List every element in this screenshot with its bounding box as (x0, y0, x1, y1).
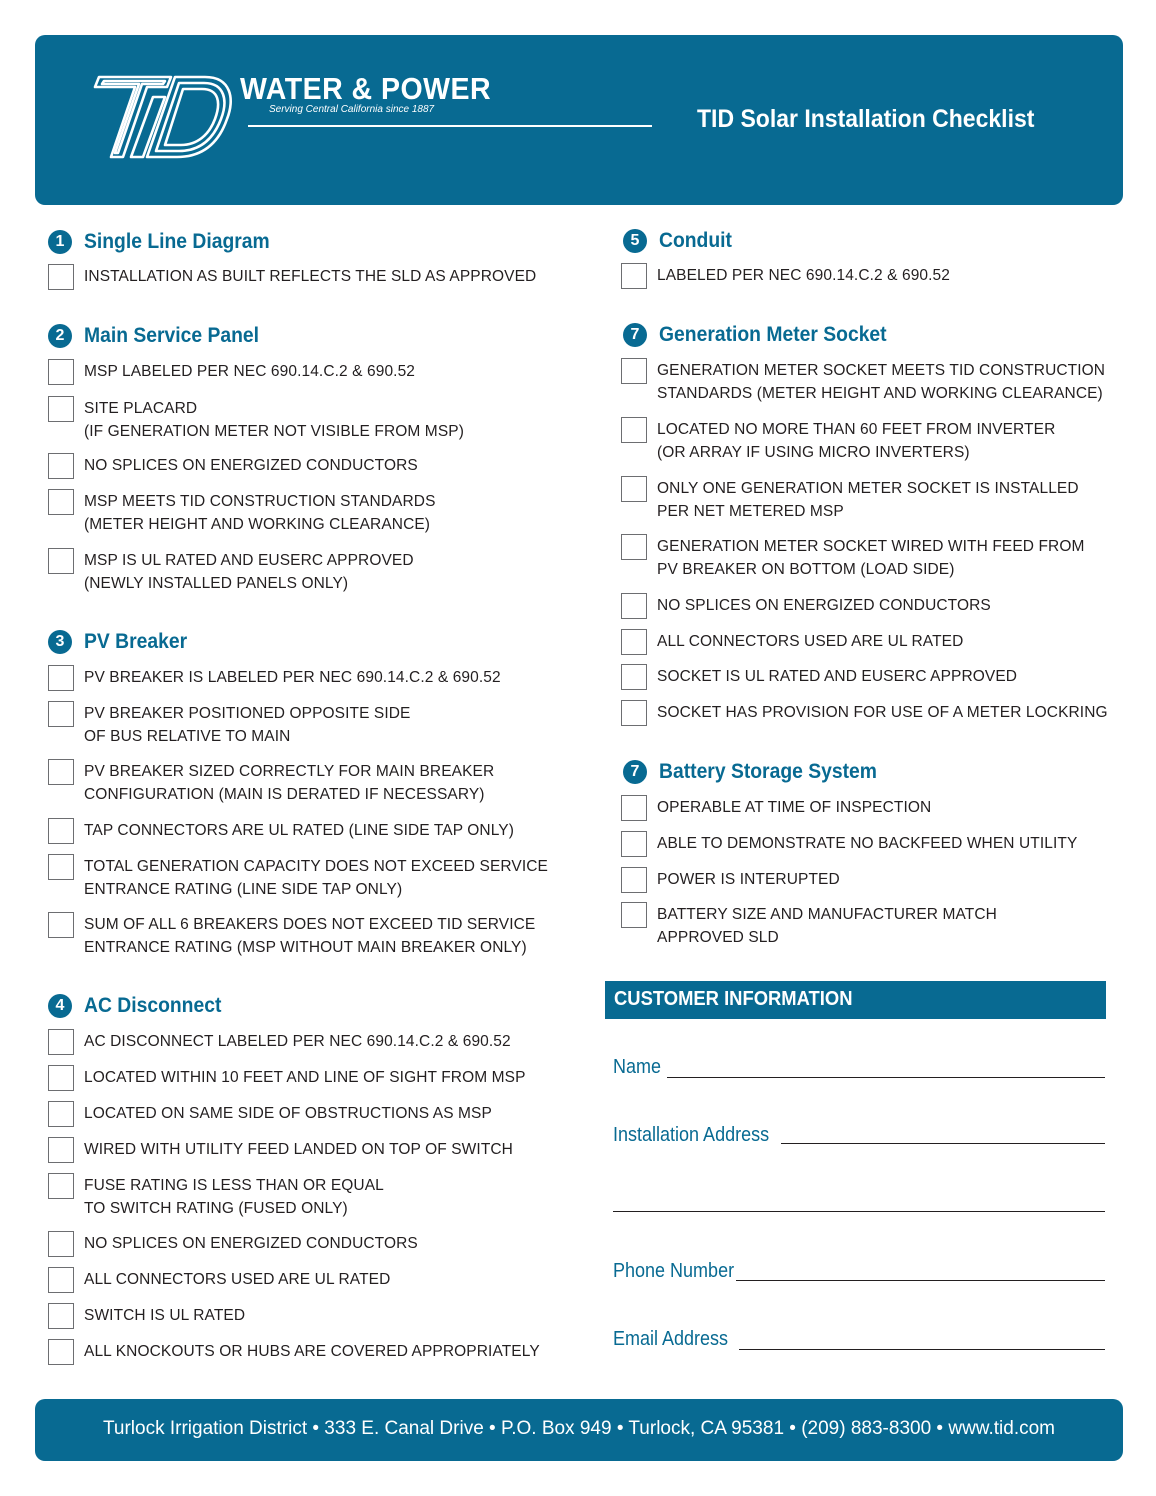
footer-banner (35, 1399, 1123, 1461)
checklist-item-label: PV BREAKER SIZED CORRECTLY FOR MAIN BREAKER CONFIGURATION (MAIN IS DERATED IF NECESSARY) (84, 763, 495, 803)
checklist-item (48, 491, 436, 536)
checklist-item-label: ONLY ONE GENERATION METER SOCKET IS INSTALLED PER NET METERED MSP (657, 480, 1079, 520)
checklist-item (621, 265, 950, 289)
email-address-field[interactable] (739, 1349, 1105, 1350)
checklist-item-label: PV BREAKER POSITIONED OPPOSITE SIDE OF BUS RELATIVE TO MAIN (84, 705, 411, 745)
checklist-item-label: NO SPLICES ON ENERGIZED CONDUCTORS (84, 457, 418, 474)
checklist-item-label: PV BREAKER IS LABELED PER NEC 690.14.C.2 & 690.52 (84, 669, 501, 686)
checkbox[interactable] (48, 1173, 74, 1199)
checkbox[interactable] (48, 1303, 74, 1329)
checklist-item (48, 1233, 418, 1257)
checklist-item-label: TAP CONNECTORS ARE UL RATED (LINE SIDE TAP ONLY) (84, 822, 514, 839)
checklist-item (48, 1031, 511, 1055)
checklist-item-label: SWITCH IS UL RATED (84, 1307, 246, 1324)
checkbox[interactable] (621, 700, 647, 726)
checklist-item (48, 761, 494, 806)
checklist-item (621, 797, 931, 821)
checklist-item-label: LOCATED NO MORE THAN 60 FEET FROM INVERTER (OR ARRAY IF USING MICRO INVERTERS) (657, 421, 1056, 461)
checklist-item-label: LABELED PER NEC 690.14.C.2 & 690.52 (657, 267, 950, 284)
brand-divider (248, 125, 652, 127)
section-number-badge: 7 (623, 760, 647, 784)
checkbox[interactable] (48, 548, 74, 574)
checklist-item (48, 1175, 384, 1220)
checklist-item-label: SITE PLACARD (IF GENERATION METER NOT VISIBLE FROM MSP) (84, 400, 464, 440)
checklist-item-label: OPERABLE AT TIME OF INSPECTION (657, 799, 932, 816)
header-banner (35, 35, 1123, 205)
checklist-item-label: LOCATED ON SAME SIDE OF OBSTRUCTIONS AS MSP (84, 1105, 492, 1122)
checklist-item (48, 550, 414, 595)
section-conduit (623, 226, 738, 256)
checklist-item (48, 1341, 540, 1365)
checkbox[interactable] (621, 831, 647, 857)
checkbox[interactable] (48, 854, 74, 880)
footer-contact-info: Turlock Irrigation District • 333 E. Canal Drive • P.O. Box 949 • Turlock, CA 95381 • (209) 883-8300 • www.tid.com (102, 1418, 1055, 1439)
checkbox[interactable] (621, 795, 647, 821)
checklist-item (621, 478, 1079, 523)
checklist-item (621, 536, 1085, 581)
checklist-item-label: ALL CONNECTORS USED ARE UL RATED (657, 633, 964, 650)
section-generation-meter-socket (623, 320, 906, 350)
checklist-item (48, 398, 464, 443)
checklist-item-label: TOTAL GENERATION CAPACITY DOES NOT EXCEED SERVICE ENTRANCE RATING (LINE SIDE TAP ONLY) (84, 858, 548, 898)
section-pv-breaker (48, 627, 196, 657)
checkbox[interactable] (621, 593, 647, 619)
name-field[interactable] (667, 1077, 1105, 1078)
checklist-item (621, 702, 1108, 726)
section-single-line-diagram (48, 227, 286, 257)
section-title: Battery Storage System (659, 760, 877, 783)
checklist-item (621, 869, 840, 893)
checklist-item (48, 455, 418, 479)
checkbox[interactable] (48, 1231, 74, 1257)
section-ac-disconnect (48, 991, 233, 1021)
checklist-item-label: ALL CONNECTORS USED ARE UL RATED (84, 1271, 391, 1288)
checklist-item (48, 1067, 526, 1091)
checkbox[interactable] (48, 264, 74, 290)
checkbox[interactable] (48, 701, 74, 727)
checkbox[interactable] (621, 902, 647, 928)
checklist-item-label: POWER IS INTERUPTED (657, 871, 840, 888)
checkbox[interactable] (48, 489, 74, 515)
section-title: Single Line Diagram (84, 230, 270, 253)
checklist-item (621, 666, 1017, 690)
checklist-item (621, 631, 963, 655)
checkbox[interactable] (621, 664, 647, 690)
customer-info-header (605, 981, 1106, 1019)
section-number-badge: 7 (623, 323, 647, 347)
checkbox[interactable] (48, 1267, 74, 1293)
checklist-item (621, 419, 1055, 464)
checkbox[interactable] (48, 818, 74, 844)
checkbox[interactable] (621, 476, 647, 502)
phone-number-field[interactable] (736, 1280, 1105, 1281)
checkbox[interactable] (48, 1339, 74, 1365)
email-address-label: Email Address (613, 1328, 729, 1350)
checklist-item-label: FUSE RATING IS LESS THAN OR EQUAL TO SWITCH RATING (FUSED ONLY) (84, 1177, 384, 1217)
name-label: Name (613, 1056, 662, 1078)
checkbox[interactable] (48, 453, 74, 479)
checklist-item-label: AC DISCONNECT LABELED PER NEC 690.14.C.2 & 690.52 (84, 1033, 511, 1050)
checklist-item-label: NO SPLICES ON ENERGIZED CONDUCTORS (84, 1235, 418, 1252)
checklist-item (48, 1139, 513, 1163)
checkbox[interactable] (621, 534, 647, 560)
checklist-item-label: ALL KNOCKOUTS OR HUBS ARE COVERED APPROPRIATELY (84, 1343, 540, 1360)
checkbox[interactable] (48, 359, 74, 385)
page-title: TID Solar Installation Checklist (697, 105, 1035, 133)
checklist-item (48, 703, 411, 748)
checkbox[interactable] (48, 1029, 74, 1055)
section-title: Main Service Panel (84, 324, 260, 347)
customer-info-title: CUSTOMER INFORMATION (614, 988, 853, 1010)
section-battery-storage-system (623, 757, 896, 787)
checklist-item-label: INSTALLATION AS BUILT REFLECTS THE SLD AS APPROVED (84, 268, 537, 285)
checkbox[interactable] (48, 1137, 74, 1163)
checklist-item-label: SUM OF ALL 6 BREAKERS DOES NOT EXCEED TID SERVICE ENTRANCE RATING (MSP WITHOUT MAIN BREAKER ONLY) (84, 916, 536, 956)
section-title: Conduit (659, 229, 732, 252)
checklist-item-label: GENERATION METER SOCKET WIRED WITH FEED FROM PV BREAKER ON BOTTOM (LOAD SIDE) (657, 538, 1085, 578)
checklist-item-label: ABLE TO DEMONSTRATE NO BACKFEED WHEN UTILITY (657, 835, 1078, 852)
section-number-badge: 2 (48, 324, 72, 348)
section-title: AC Disconnect (84, 994, 222, 1017)
checklist-item-label: LOCATED WITHIN 10 FEET AND LINE OF SIGHT FROM MSP (84, 1069, 526, 1086)
checkbox[interactable] (621, 358, 647, 384)
checklist-item-label: MSP IS UL RATED AND EUSERC APPROVED (NEWLY INSTALLED PANELS ONLY) (84, 552, 414, 592)
checklist-item (48, 667, 501, 691)
installation-address-label: Installation Address (613, 1124, 770, 1146)
section-title: Generation Meter Socket (659, 323, 887, 346)
checkbox[interactable] (621, 867, 647, 893)
checklist-item-label: MSP MEETS TID CONSTRUCTION STANDARDS (METER HEIGHT AND WORKING CLEARANCE) (84, 493, 436, 533)
checkbox[interactable] (48, 1065, 74, 1091)
section-number-badge: 4 (48, 994, 72, 1018)
checklist-item-label: SOCKET IS UL RATED AND EUSERC APPROVED (657, 668, 1018, 685)
section-number-badge: 3 (48, 630, 72, 654)
checkbox[interactable] (48, 665, 74, 691)
checkbox[interactable] (621, 417, 647, 443)
section-number-badge: 1 (48, 230, 72, 254)
section-main-service-panel (48, 321, 274, 351)
checklist-item (48, 1305, 245, 1329)
phone-number-label: Phone Number (613, 1260, 735, 1282)
checklist-item-label: BATTERY SIZE AND MANUFACTURER MATCH APPROVED SLD (657, 906, 997, 946)
checkbox[interactable] (621, 263, 647, 289)
checklist-item (48, 856, 548, 901)
checkbox[interactable] (48, 759, 74, 785)
checklist-item-label: MSP LABELED PER NEC 690.14.C.2 & 690.52 (84, 363, 416, 380)
checkbox[interactable] (48, 1101, 74, 1127)
checklist-item (621, 360, 1105, 405)
section-number-badge: 5 (623, 229, 647, 253)
checklist-item-label: SOCKET HAS PROVISION FOR USE OF A METER LOCKRING (657, 704, 1108, 721)
checklist-item-label: WIRED WITH UTILITY FEED LANDED ON TOP OF SWITCH (84, 1141, 513, 1158)
checkbox[interactable] (621, 629, 647, 655)
checklist-item (48, 1269, 390, 1293)
checklist-item (621, 833, 1077, 857)
checklist-item (48, 914, 535, 959)
checkbox[interactable] (48, 396, 74, 422)
section-title: PV Breaker (84, 630, 188, 653)
brand-tagline: Serving Central California since 1887 (269, 104, 435, 115)
checklist-item-label: NO SPLICES ON ENERGIZED CONDUCTORS (657, 597, 991, 614)
checklist-item (621, 595, 991, 619)
installation-address-field[interactable] (781, 1143, 1105, 1144)
checklist-item-label: GENERATION METER SOCKET MEETS TID CONSTRUCTION STANDARDS (METER HEIGHT AND WORKING CLEARANCE) (657, 362, 1106, 402)
checklist-item (621, 904, 997, 949)
checklist-item (48, 361, 415, 385)
checkbox[interactable] (48, 912, 74, 938)
installation-address-field-line-2[interactable] (613, 1211, 1105, 1212)
checklist-item (48, 1103, 492, 1127)
checklist-item (48, 820, 514, 844)
brand-name: WATER & POWER (240, 71, 492, 106)
checklist-item (48, 266, 536, 290)
tid-logo (85, 73, 235, 163)
